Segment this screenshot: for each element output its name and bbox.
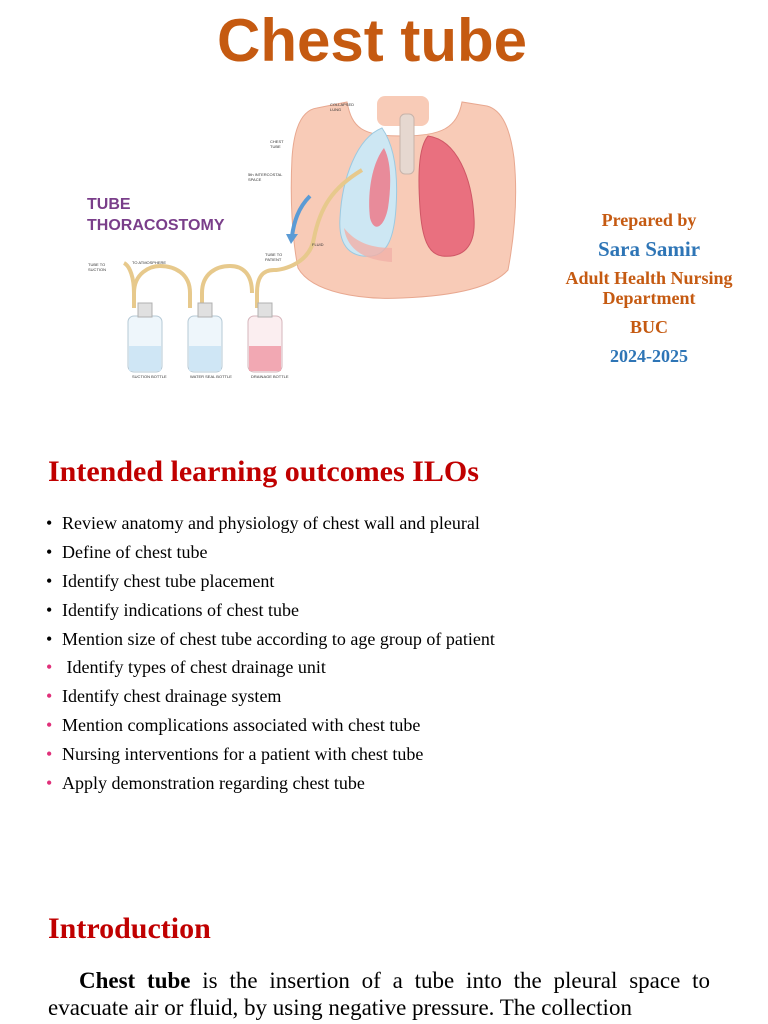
svg-text:PATIENT: PATIENT: [265, 257, 282, 262]
svg-text:TUBE TO: TUBE TO: [265, 252, 283, 257]
bullet-icon: •: [46, 541, 53, 562]
page-title: Chest tube: [216, 7, 528, 74]
bullet-icon: •: [46, 513, 53, 533]
ilo-text: Mention size of chest tube according to age group of patient: [62, 628, 495, 649]
ilo-text: Identify chest drainage system: [62, 686, 282, 707]
drainage-bottle: [248, 303, 282, 372]
svg-text:DRAINAGE BOTTLE: DRAINAGE BOTTLE: [251, 374, 289, 379]
svg-text:TO ATMOSPHERE: TO ATMOSPHERE: [132, 260, 167, 265]
ilo-list-item: [46, 510, 746, 539]
water-seal-bottle: [188, 303, 222, 372]
trachea: [400, 114, 414, 174]
ilos-heading: Intended learning outcomes ILOs: [48, 455, 479, 488]
ilo-text: Review anatomy and physiology of chest wall and pleural: [62, 513, 480, 533]
svg-text:LUNG: LUNG: [330, 107, 342, 112]
svg-text:SUCTION BOTTLE: SUCTION BOTTLE: [132, 374, 167, 379]
ilo-list-item: [46, 654, 746, 683]
bullet-icon: •: [46, 599, 53, 620]
bullet-icon: •: [46, 628, 53, 649]
prepared-by-label: Prepared by: [601, 210, 697, 230]
author-name: Sara Samir: [597, 237, 701, 261]
ilo-list-item: [46, 539, 746, 568]
credits-block: [555, 210, 743, 366]
academic-year: 2024-2025: [610, 346, 688, 366]
introduction-heading: Introduction: [48, 912, 211, 945]
bullet-icon: •: [46, 570, 53, 591]
introduction-term: Chest tube: [79, 968, 191, 993]
ilo-list-item: [46, 683, 746, 712]
svg-text:TUBE: TUBE: [270, 144, 281, 149]
bullet-icon: •: [46, 657, 53, 678]
suction-bottle: [128, 303, 162, 372]
ilo-list-item: [46, 568, 746, 597]
ilos-list: [46, 510, 746, 799]
ilo-list-item: [46, 712, 746, 741]
introduction-paragraph: [48, 967, 710, 1021]
tube-thoracostomy-illustration: [62, 88, 554, 400]
svg-text:SUCTION: SUCTION: [88, 267, 106, 272]
svg-text:5th INTERCOSTAL: 5th INTERCOSTAL: [248, 172, 283, 177]
ilo-text: Mention complications associated with chest tube: [62, 715, 421, 736]
svg-text:SPACE: SPACE: [248, 177, 262, 182]
connector-tube-2: [202, 266, 252, 308]
ilo-list-item: [46, 770, 746, 799]
bullet-icon: •: [46, 744, 53, 765]
ilo-text: Identify chest tube placement: [62, 570, 275, 591]
svg-text:CHEST: CHEST: [270, 139, 284, 144]
svg-text:TUBE TO: TUBE TO: [88, 262, 106, 267]
ilo-text: Apply demonstration regarding chest tube: [62, 773, 365, 794]
illustration-heading-line1: TUBE: [87, 196, 131, 213]
ilo-text: Identify types of chest drainage unit: [62, 657, 326, 678]
institution-name: BUC: [629, 317, 668, 337]
department-name: Adult Health Nursing Department: [565, 268, 733, 308]
svg-text:FLUID: FLUID: [312, 242, 324, 247]
ilo-list-item: [46, 597, 746, 626]
svg-text:WATER SEAL BOTTLE: WATER SEAL BOTTLE: [190, 374, 232, 379]
connector-tube-1: [134, 266, 190, 308]
bullet-icon: •: [46, 773, 53, 794]
ilo-list-item: [46, 626, 746, 655]
introduction-text: is the insertion of a tube into the pleural space to evacuate air or fluid, by using negative pressure. The collection: [48, 968, 710, 1020]
bullet-icon: •: [46, 715, 53, 736]
suction-tube: [124, 263, 134, 308]
svg-text:COLLAPSED: COLLAPSED: [330, 102, 355, 107]
illustration-heading-line2: THORACOSTOMY: [87, 217, 225, 234]
ilo-text: Define of chest tube: [62, 541, 208, 562]
ilo-list-item: [46, 741, 746, 770]
ilo-text: Nursing interventions for a patient with chest tube: [62, 744, 424, 765]
bullet-icon: •: [46, 686, 53, 707]
ilo-text: Identify indications of chest tube: [62, 599, 299, 620]
